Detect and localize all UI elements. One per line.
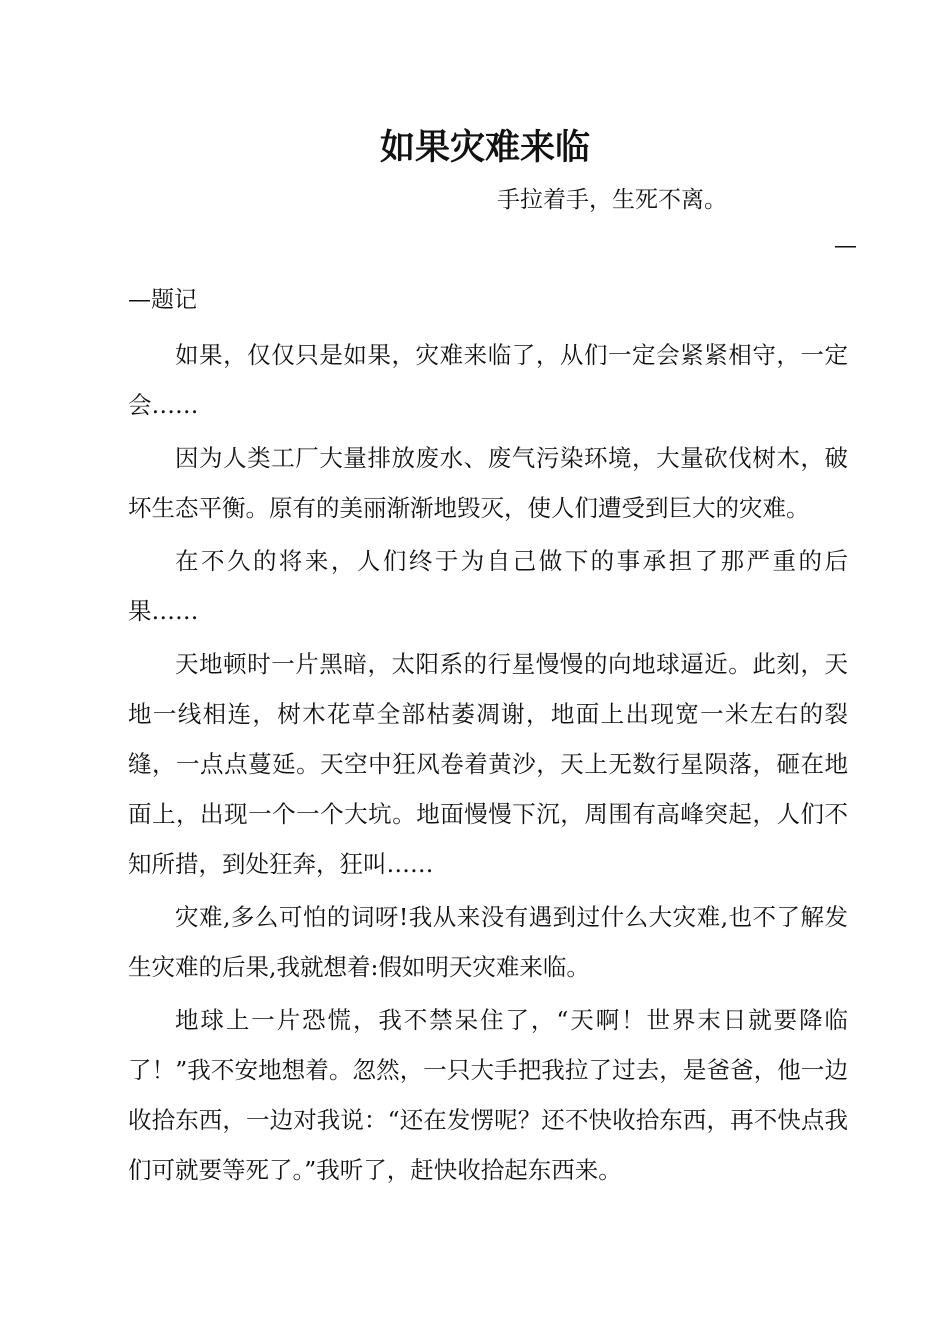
document-title: 如果灾难来临: [379, 127, 590, 168]
paragraph-3: 在不久的将来，人们终于为自己做下的事承担了那严重的后果……: [128, 547, 848, 625]
paragraph-1: 如果，仅仅只是如果，灾难来临了，从们一定会紧紧相守，一定会……: [128, 341, 848, 419]
paragraph-4: 天地顿时一片黑暗，太阳系的行星慢慢的向地球逼近。此刻，天地一线相连，树木花草全部枯萎凋谢，地面上出现宽一米左右的裂缝，一点点蔓延。天空中狂风卷着黄沙，天上无数行星陨落，砸在地面上，出现一个一个大坑。地面慢慢下沉，周围有高峰突起，人们不知所措，到处狂奔，狂叫……: [128, 650, 848, 878]
paragraph-2: 因为人类工厂大量排放废水、废气污染环境，大量砍伐树木，破坏生态平衡。原有的美丽渐渐地毁灭，使人们遭受到巨大的灾难。: [128, 444, 848, 522]
paragraph-6: 地球上一片恐慌，我不禁呆住了，“天啊！世界末日就要降临了！”我不安地想着。忽然，一只大手把我拉了过去，是爸爸，他一边收拾东西，一边对我说：“还在发愣呢？还不快收拾东西，再不快点我们可就要等死了。”我听了，赶快收拾起东西来。: [128, 1006, 848, 1184]
epigraph-dash: —: [834, 233, 857, 259]
epigraph: 手拉着手，生死不离。: [497, 187, 727, 213]
body-text: [128, 330, 848, 1198]
inscription: —题记: [128, 287, 197, 313]
paragraph-5: 灾难,多么可怕的词呀!我从来没有遇到过什么大灾难,也不了解发生灾难的后果,我就想着:假如明天灾难来临。: [128, 903, 848, 981]
